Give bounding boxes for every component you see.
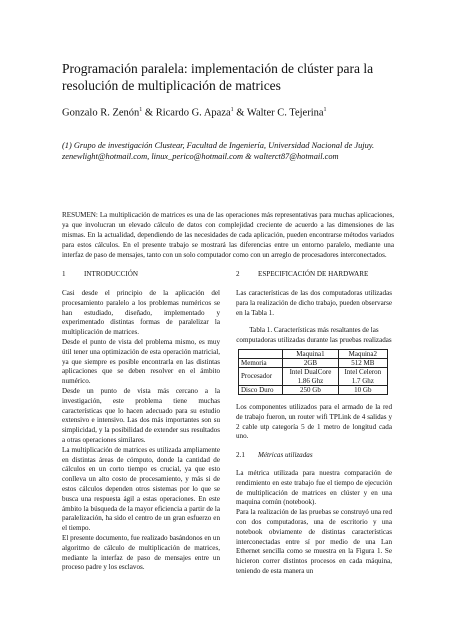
table-cell-line: Intel DualCore xyxy=(289,368,332,377)
section-heading xyxy=(62,270,220,280)
table-cell xyxy=(283,368,338,385)
author-separator: & xyxy=(236,107,245,119)
author-2: Ricardo G. Apaza xyxy=(155,107,231,119)
table-header: Maquina1 xyxy=(283,349,338,358)
table-cell-line: Intel Celeron xyxy=(344,368,382,377)
author-line xyxy=(62,104,422,120)
table-cell: 2GB xyxy=(283,359,338,368)
subsection-title: Métricas utilizadas xyxy=(258,451,313,460)
intro-paragraph: La multiplicación de matrices es utilizada ampliamente en distintas áreas de cómputo, donde la cantidad de cálculos en un corto tiempo es crucial, ya que esto conlleva un alto costo de procesamiento, y más si de estos cálculos dependen otros sistemas por lo que se busca una respuesta ágil a estas operaciones. En este ámbito la búsqueda de la mayor eficiencia a partir de la paralelización, ha sido el centro de un gran esfuerzo en el tiempo. xyxy=(62,445,220,533)
table-row-label: Memoria xyxy=(239,359,283,368)
author-separator: & xyxy=(144,107,154,119)
table-row xyxy=(239,368,388,385)
abstract: RESUMEN: La multiplicación de matrices es una de las operaciones más representativas para muchas aplicaciones, ya que involucran un elevado cálculo de datos con complejidad creciente de acuerdo a las dimensiones de las mismas. En la actualidad, dependiendo de las necesidades de cada aplicación, pueden encontrarse métodos variados para estos cálculos. En el presente trabajo se mostrará las diferencias entre un entorno paralelo, mediante una interfaz de paso de mensajes, tanto con un solo computador como con un arreglo de procesadores interconectados. xyxy=(62,211,394,259)
subsection-number: 2.1 xyxy=(236,451,245,460)
table-cell-line: 1.7 Ghz xyxy=(351,376,374,385)
table-row xyxy=(239,359,388,368)
author-emails: zenewlight@hotmail.com, linux_perico@hotmail.com & walterct87@hotmail.com xyxy=(62,152,339,161)
author-2-affil-mark: 1 xyxy=(230,107,234,113)
section-number: 2 xyxy=(236,270,240,278)
table-cell-line: 1.86 Ghz xyxy=(297,376,324,385)
table-caption: Tabla 1. Características más resaltantes de las computadoras utilizadas durante las pruebas realizadas xyxy=(236,326,392,345)
author-1-affil-mark: 1 xyxy=(139,107,143,113)
table-row xyxy=(239,349,388,358)
section-heading xyxy=(236,270,392,280)
paper-title: Programación paralela: implementación de clúster para la resolución de multiplicación de matrices xyxy=(62,61,374,93)
table-cell: 10 Gb xyxy=(338,385,387,394)
hardware-table xyxy=(238,349,388,395)
section-title: INTRODUCCIÓN xyxy=(84,270,138,278)
table-cell xyxy=(338,368,387,385)
subsection-heading xyxy=(236,451,392,461)
intro-paragraph: Desde un punto de vista más cercano a la investigación, este problema tiene muchas características que lo hacen adecuado para su estudio extensivo e intensivo. Las dos más importantes son su simplicidad, y la posibilidad de extender sus resultados a otras operaciones similares. xyxy=(62,386,220,444)
hardware-paragraph: Los componentes utilizados para el armado de la red de trabajo fueron, un router wifi TPLink de 4 salidas y 2 cable utp categoría 5 de 1 metro de longitud cada uno. xyxy=(236,403,392,441)
right-column xyxy=(236,270,392,577)
table-cell-empty xyxy=(239,349,283,358)
table-cell: 250 Gb xyxy=(283,385,338,394)
author-1: Gonzalo R. Zenón xyxy=(62,107,140,119)
table-row xyxy=(239,385,388,394)
table-row-label: Procesador xyxy=(239,368,283,385)
intro-paragraph: Desde el punto de vista del problema mismo, es muy útil tener una optimización de esta operación matricial, ya que siempre es posible encontrarla en las distintas aplicaciones que se deben resolver en el ámbito numérico. xyxy=(62,337,220,386)
left-column xyxy=(62,270,220,573)
section-number: 1 xyxy=(62,270,66,278)
table-cell: 512 MB xyxy=(338,359,387,368)
affiliation-line: (1) Grupo de investigación Clustear, Facultad de Ingeniería, Universidad Nacional de Jujuy. xyxy=(62,141,375,150)
section-title: ESPECIFICACIÓN DE HARDWARE xyxy=(258,270,369,278)
author-3: Walter C. Tejerina xyxy=(246,107,324,119)
table-header: Maquina2 xyxy=(338,349,387,358)
intro-paragraph: Casi desde el principio de la aplicación del procesamiento paralelo a los problemas numéricos se han estudiado, diseñado, implementado y experimentado distintas formas de paralelizar la multiplicación de matrices. xyxy=(62,289,220,337)
author-3-affil-mark: 1 xyxy=(323,107,327,113)
intro-paragraph: El presente documento, fue realizado basándonos en un algoritmo de cálculo de multiplicación de matrices, mediante la interfaz de paso de mensajes entre un proceso padre y los esclavos. xyxy=(62,533,220,572)
affiliation-block xyxy=(62,140,402,162)
metrics-paragraph: Para la realización de las pruebas se construyó una red con dos computadoras, una de escritorio y una notebook obviamente de distintas características interconectadas entre sí por medio de una Lan Ethernet sencilla como se muestra en la Figura 1. Se hicieron correr distintos procesos en cada máquina, teniendo de esta manera un xyxy=(236,508,392,575)
metrics-paragraph: La métrica utilizada para nuestra comparación de rendimiento en este trabajo fue el tiempo de ejecución de multiplicación de matrices en clúster y en una maquina común (notebook). xyxy=(236,468,392,507)
table-row-label: Disco Duro xyxy=(239,385,283,394)
hardware-paragraph: Las características de las dos computadoras utilizadas para la realización de dicho trabajo, pueden observarse en la Tabla 1. xyxy=(236,289,392,317)
